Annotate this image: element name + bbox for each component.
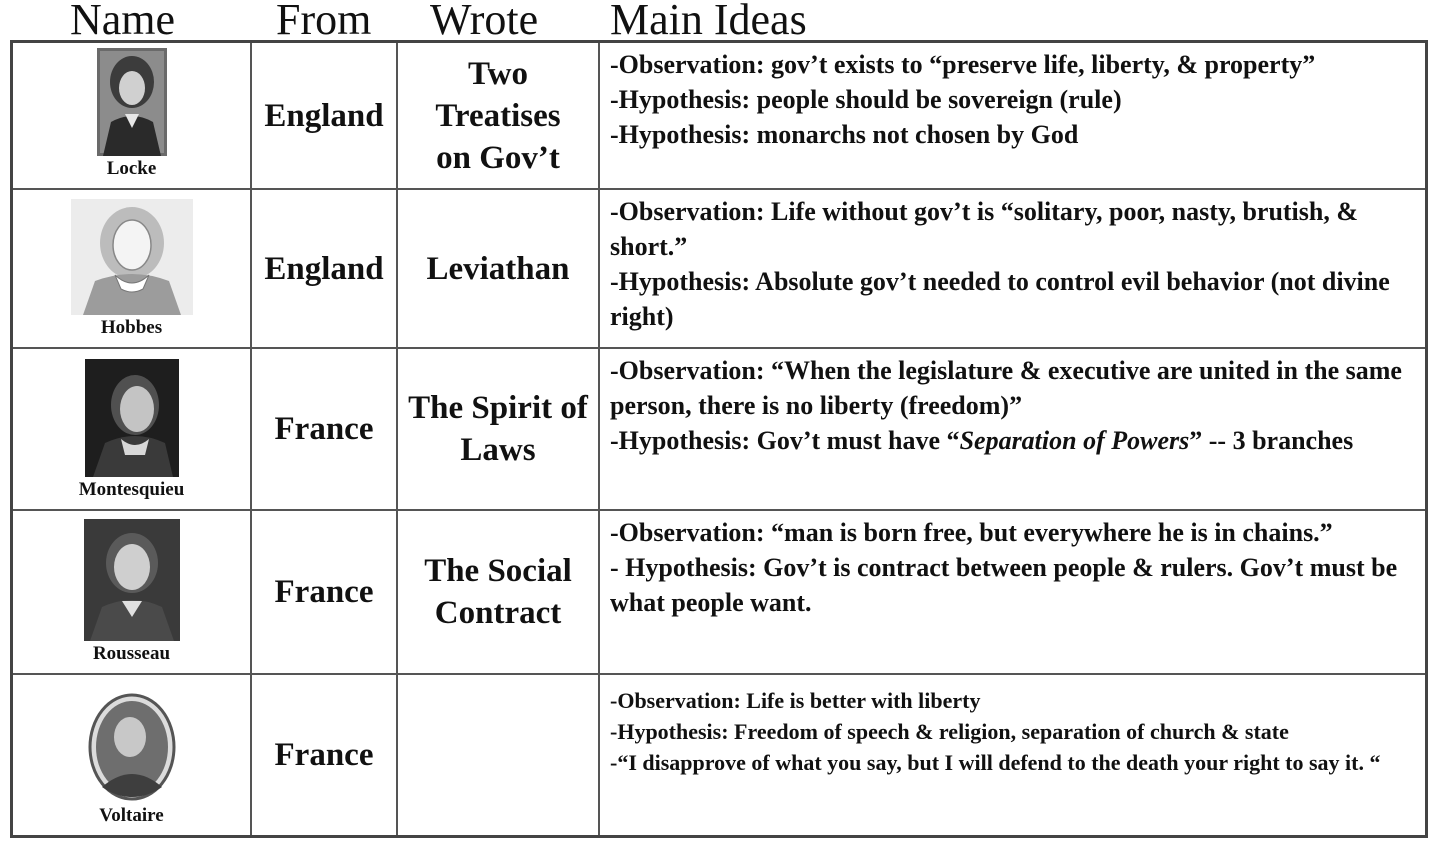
idea-text: -Hypothesis: Gov’t must have “ <box>610 426 960 455</box>
country-text: England <box>264 250 384 287</box>
ideas-cell-montesquieu <box>600 349 1425 511</box>
country-text: France <box>274 737 374 773</box>
idea-line: -Hypothesis: Freedom of speech & religion, separation of church & state <box>610 719 1289 744</box>
idea-text: ” -- 3 branches <box>1189 426 1354 455</box>
idea-line: -“I disapprove of what you say, but I will defend to the death your right to say it. “ <box>610 750 1381 775</box>
portrait-rousseau-image <box>84 519 180 641</box>
wrote-cell-montesquieu <box>398 349 600 511</box>
ideas-cell-locke <box>600 43 1425 190</box>
work-title: The Spirit of Laws <box>408 390 588 468</box>
idea-line: -Observation: Life without gov’t is “solitary, poor, nasty, brutish, & short.” <box>610 197 1359 261</box>
idea-line: -Observation: “man is born free, but everywhere he is in chains.” <box>610 518 1333 547</box>
philosopher-name: Hobbes <box>100 317 163 338</box>
wrote-cell-locke <box>398 43 600 190</box>
portrait-montesquieu-image <box>85 359 179 477</box>
country-text: France <box>274 411 374 447</box>
from-cell-locke <box>252 43 398 190</box>
idea-emphasis: Separation of Powers <box>959 426 1190 455</box>
name-cell-rousseau <box>13 511 252 675</box>
name-cell-locke <box>13 43 252 190</box>
work-title: Two Treatises on Gov’t <box>435 55 561 176</box>
from-cell-hobbes <box>252 190 398 349</box>
from-cell-montesquieu <box>252 349 398 511</box>
philosopher-name: Rousseau <box>92 643 171 664</box>
ideas-cell-rousseau <box>600 511 1425 675</box>
wrote-cell-voltaire <box>398 675 600 835</box>
portrait-locke-image <box>97 48 167 156</box>
name-cell-montesquieu <box>13 349 252 511</box>
name-cell-hobbes <box>13 190 252 349</box>
wrote-cell-hobbes <box>398 190 600 349</box>
country-text: France <box>274 574 374 610</box>
philosopher-name: Locke <box>106 158 157 179</box>
idea-line: -Observation: “When the legislature & executive are united in the same person, there is no liberty (freedom)” <box>610 356 1402 420</box>
ideas-cell-hobbes <box>600 190 1425 349</box>
idea-line: -Hypothesis: monarchs not chosen by God <box>610 120 1079 149</box>
idea-line: -Observation: gov’t exists to “preserve life, liberty, & property” <box>610 50 1316 79</box>
portrait-voltaire-image <box>86 691 178 803</box>
philosopher-name: Montesquieu <box>78 479 185 500</box>
name-cell-voltaire <box>13 675 252 835</box>
idea-line-separation-of-powers <box>610 423 1417 458</box>
wrote-cell-rousseau <box>398 511 600 675</box>
ideas-cell-voltaire <box>600 675 1425 835</box>
work-title: The Social Contract <box>424 553 572 631</box>
header-from: From <box>276 0 372 44</box>
philosopher-name: Voltaire <box>99 805 164 826</box>
idea-line: - Hypothesis: Gov’t is contract between people & rulers. Gov’t must be what people want. <box>610 553 1398 617</box>
idea-line: -Observation: Life is better with liberty <box>610 688 981 713</box>
philosophers-table <box>10 40 1428 838</box>
portrait-hobbes-image <box>71 199 193 315</box>
header-name: Name <box>70 0 176 44</box>
header-main-ideas: Main Ideas <box>610 0 807 44</box>
header-wrote: Wrote <box>430 0 539 44</box>
idea-line: -Hypothesis: Absolute gov’t needed to control evil behavior (not divine right) <box>610 267 1390 331</box>
from-cell-voltaire <box>252 675 398 835</box>
from-cell-rousseau <box>252 511 398 675</box>
work-title: Leviathan <box>426 250 570 287</box>
country-text: England <box>264 97 384 134</box>
idea-line: -Hypothesis: people should be sovereign (rule) <box>610 85 1122 114</box>
